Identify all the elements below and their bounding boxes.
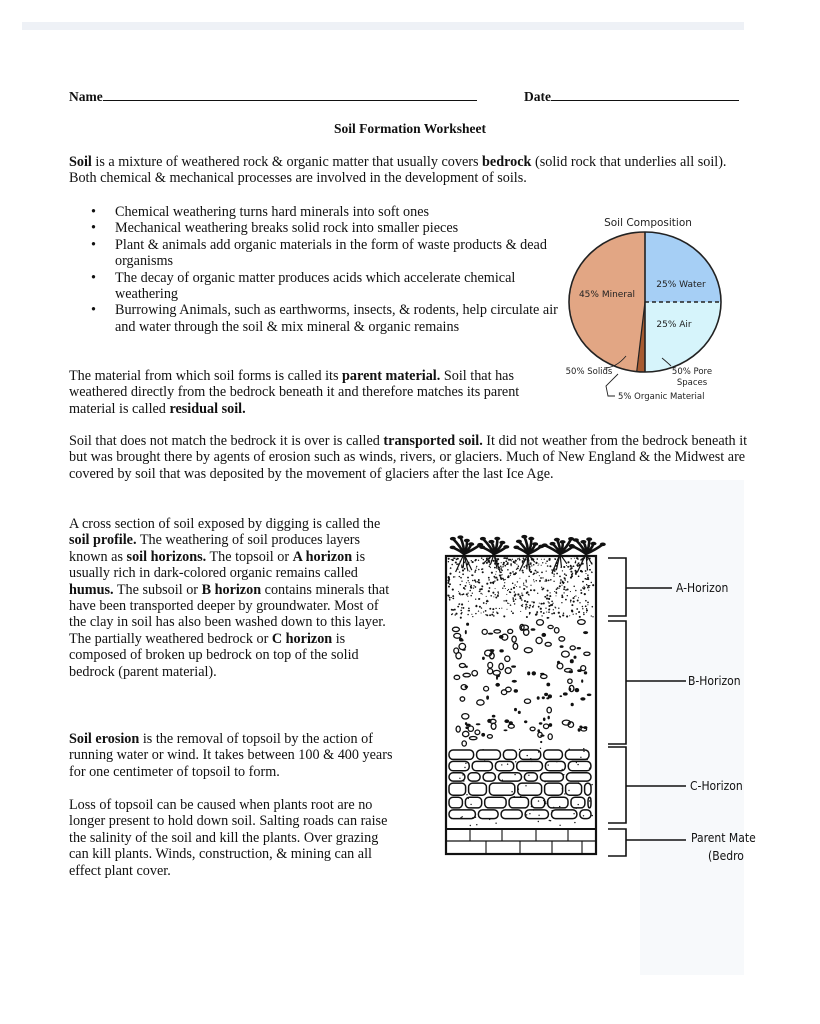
list-item: • Burrowing Animals, such as earthworms, insects, & rodents, help circulate air and water through the soil & mix mineral & organic remains (91, 302, 558, 335)
soil-profile-paragraph: A cross section of soil exposed by digging is called the soil profile. The weathering of soil produces layers known as soil horizons. The topsoil or A horizon is usually rich in dark-colored organic remains called humus. The subsoil or B horizon contains minerals that have been transported deeper by groundwater. Most of the clay in soil has also been washed down to this layer. The partially weathered bedrock or C horizon is composed of broken up bedrock on top of the solid bedrock (parent material). (69, 516, 390, 680)
bullet-list (69, 204, 559, 335)
page-title: Soil Formation Worksheet (333, 121, 486, 136)
pie-slice-water (645, 232, 721, 302)
horizon-brackets (608, 558, 686, 856)
water-label: 25% Water (656, 280, 706, 290)
pie-title: Soil Composition (604, 217, 692, 229)
pie-slice-mineral (570, 232, 645, 372)
list-item: • The decay of organic matter produces acids which accelerate chemical weathering (91, 269, 516, 303)
transported-soil-paragraph: Soil that does not match the bedrock it is over is called transported soil. It did not weather from the bedrock beneath it but was brought there by agents of erosion such as winds, rivers, or glaciers. Much of New England & the Midwest are covered by soil that was deposited by the movement of glaciers after the last Ice Age. (69, 433, 748, 482)
intro-paragraph: Soil is a mixture of weathered rock & organic matter that usually covers bedrock (solid rock that underlies all soil). Both chemical & mechanical processes are involved in the development of soils. (69, 154, 727, 187)
name-label: Name (69, 89, 103, 104)
solids-label: 50% Solids (565, 367, 613, 377)
b-horizon-label: B-Horizon (688, 674, 741, 688)
parent-material-paragraph: The material from which soil forms is called its parent material. Soil that has weathered directly from the bedrock beneath it and therefore matches its parent material is called residual soil. (69, 368, 520, 417)
c-horizon-label: C-Horizon (690, 779, 743, 793)
top-bar (22, 22, 744, 30)
date-label: Date (524, 89, 551, 104)
pore-label-1: 50% Pore (671, 367, 713, 377)
name-line[interactable] (103, 89, 477, 101)
parent-material-label: Parent Mate (691, 831, 756, 845)
mineral-label: 45% Mineral (578, 290, 636, 300)
soil-erosion-paragraph: Soil erosion is the removal of topsoil by the action of running water or wind. It takes between 100 & 400 years for one centimeter of topsoil to form. (69, 731, 393, 780)
pore-label-2: Spaces (676, 378, 708, 388)
name-field[interactable] (69, 89, 477, 105)
b-horizon-texture (452, 620, 591, 747)
topsoil-loss-paragraph: Loss of topsoil can be caused when plants root are no longer present to hold down soil. Salting roads can raise the salinity of the soil and kill the plants. Over grazing can kill plants. Winds, construction, & mining can all effect plant cover. (69, 797, 388, 879)
c-horizon-rocks (449, 748, 593, 827)
air-label: 25% Air (656, 320, 692, 330)
organic-pointer (606, 374, 618, 396)
date-field[interactable] (524, 89, 739, 105)
soil-composition-pie-chart (556, 208, 746, 408)
organic-label: 5% Organic Material (618, 392, 705, 402)
list-item: • Chemical weathering turns hard minerals into soft ones (91, 204, 430, 220)
pie-slice-air (645, 302, 721, 372)
date-line[interactable] (551, 89, 739, 101)
plants-illustration (450, 535, 606, 574)
list-item: • Plant & animals add organic materials in the form of waste products & dead organisms (91, 236, 547, 270)
soil-profile-diagram (440, 528, 756, 868)
list-item: • Mechanical weathering breaks solid rock into smaller pieces (91, 220, 459, 237)
bedrock-label: (Bedro (708, 849, 744, 863)
a-horizon-label: A-Horizon (676, 581, 729, 595)
